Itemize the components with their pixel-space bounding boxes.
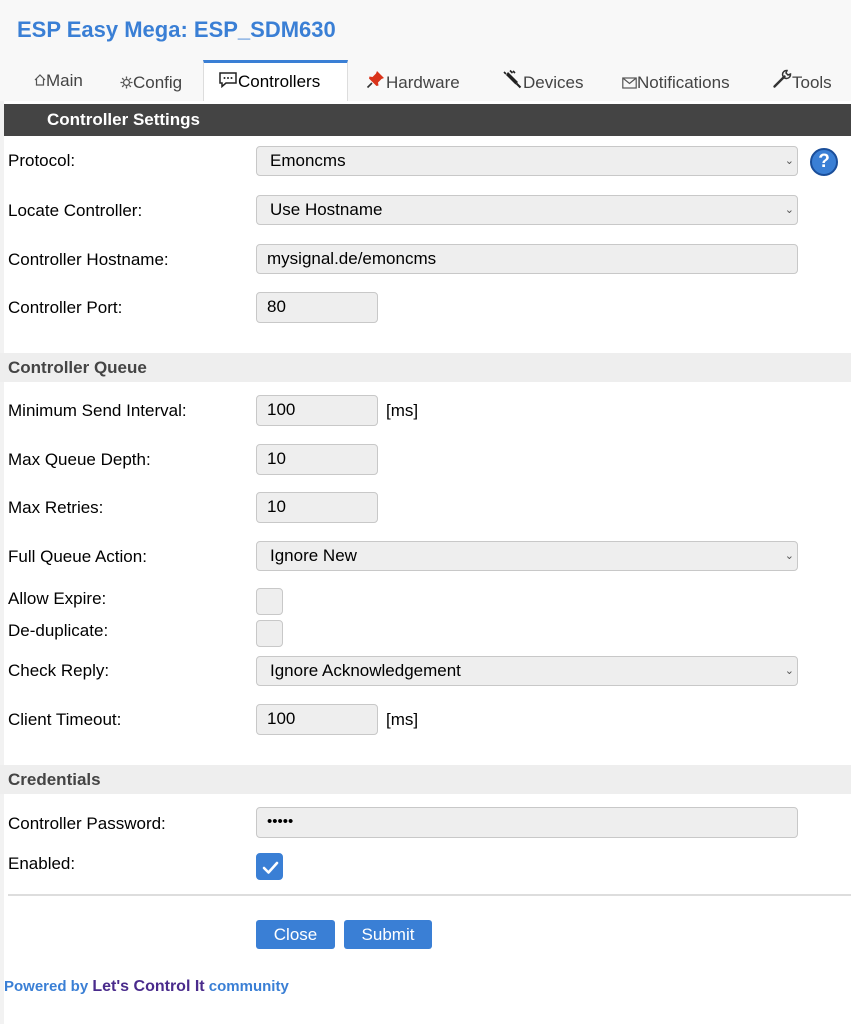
close-button[interactable]: Close — [256, 920, 335, 949]
controller-port-input[interactable]: 80 — [256, 292, 378, 323]
unit-label: [ms] — [386, 401, 419, 420]
check-reply-select[interactable] — [256, 656, 798, 686]
max-retries-input[interactable]: 10 — [256, 492, 378, 523]
footer — [4, 978, 289, 996]
plug-icon — [503, 63, 523, 105]
page-title: ESP Easy Mega: ESP_SDM630 — [17, 17, 336, 42]
chevron-down-icon: ⌄ — [784, 550, 794, 562]
submit-button[interactable]: Submit — [344, 920, 432, 949]
pushpin-icon — [366, 63, 386, 105]
speech-bubble-icon — [218, 64, 238, 102]
enabled-label: Enabled: — [8, 854, 76, 873]
controller-hostname-label: Controller Hostname: — [8, 250, 169, 269]
footer-brand-link[interactable]: Let's Control It — [92, 978, 205, 995]
tab-label: Config — [133, 73, 183, 92]
de-duplicate-checkbox[interactable] — [256, 620, 283, 647]
full-queue-action-value: Ignore New — [270, 546, 357, 565]
max-queue-depth-input[interactable]: 10 — [256, 444, 378, 475]
chevron-down-icon: ⌄ — [784, 665, 794, 677]
protocol-value: Emoncms — [270, 151, 346, 170]
full-queue-action-label: Full Queue Action: — [8, 547, 147, 566]
help-icon[interactable]: ? — [810, 148, 838, 176]
locate-controller-select[interactable] — [256, 195, 798, 225]
tab-controllers[interactable] — [203, 60, 348, 101]
controller-hostname-input[interactable]: mysignal.de/emoncms — [256, 244, 798, 274]
envelope-icon — [622, 63, 637, 105]
tab-tools[interactable] — [758, 62, 846, 102]
allow-expire-label: Allow Expire: — [8, 589, 107, 608]
chevron-down-icon: ⌄ — [784, 204, 794, 216]
gear-icon — [120, 63, 133, 105]
locate-controller-label: Locate Controller: — [8, 201, 143, 220]
credentials-header — [0, 765, 851, 794]
divider — [8, 894, 851, 896]
footer-suffix: community — [208, 978, 289, 995]
controller-settings-header — [4, 104, 851, 136]
tab-label: Hardware — [386, 73, 460, 92]
enabled-checkbox[interactable] — [256, 853, 283, 880]
controller-port-label: Controller Port: — [8, 298, 123, 317]
home-icon — [34, 61, 46, 103]
chevron-down-icon: ⌄ — [784, 155, 794, 167]
controller-password-input[interactable]: ••••• — [256, 807, 798, 838]
controller-password-label: Controller Password: — [8, 814, 166, 833]
max-queue-depth-label: Max Queue Depth: — [8, 450, 151, 469]
protocol-label: Protocol: — [8, 151, 76, 170]
checkmark-icon — [257, 854, 284, 881]
check-reply-value: Ignore Acknowledgement — [270, 661, 461, 680]
section-title: Controller Settings — [47, 110, 201, 129]
tab-label: Tools — [792, 73, 832, 92]
section-title: Credentials — [8, 770, 101, 789]
controller-queue-header — [0, 353, 851, 382]
client-timeout-input[interactable]: 100 — [256, 704, 378, 735]
top-bar — [0, 0, 851, 101]
protocol-select[interactable] — [256, 146, 798, 176]
left-edge — [0, 101, 4, 1024]
tab-label: Notifications — [637, 73, 730, 92]
check-reply-label: Check Reply: — [8, 661, 110, 680]
tab-main[interactable] — [20, 60, 97, 100]
full-queue-action-select[interactable] — [256, 541, 798, 571]
min-send-interval-input[interactable]: 100 — [256, 395, 378, 426]
tab-notifications[interactable] — [608, 62, 744, 102]
tab-bar — [0, 60, 851, 101]
section-title: Controller Queue — [8, 358, 147, 377]
tab-label: Controllers — [238, 72, 321, 91]
unit-label: [ms] — [386, 710, 419, 729]
tab-devices[interactable] — [489, 62, 597, 102]
client-timeout-label: Client Timeout: — [8, 710, 122, 729]
max-retries-label: Max Retries: — [8, 498, 104, 517]
tab-hardware[interactable] — [352, 62, 474, 102]
tab-label: Devices — [523, 73, 584, 92]
min-send-interval-label: Minimum Send Interval: — [8, 401, 187, 420]
footer-prefix: Powered by — [4, 978, 89, 995]
allow-expire-checkbox[interactable] — [256, 588, 283, 615]
locate-controller-value: Use Hostname — [270, 200, 383, 219]
tab-label: Main — [46, 71, 83, 90]
tab-config[interactable] — [106, 62, 196, 102]
wrench-icon — [772, 63, 792, 105]
de-duplicate-label: De-duplicate: — [8, 621, 109, 640]
